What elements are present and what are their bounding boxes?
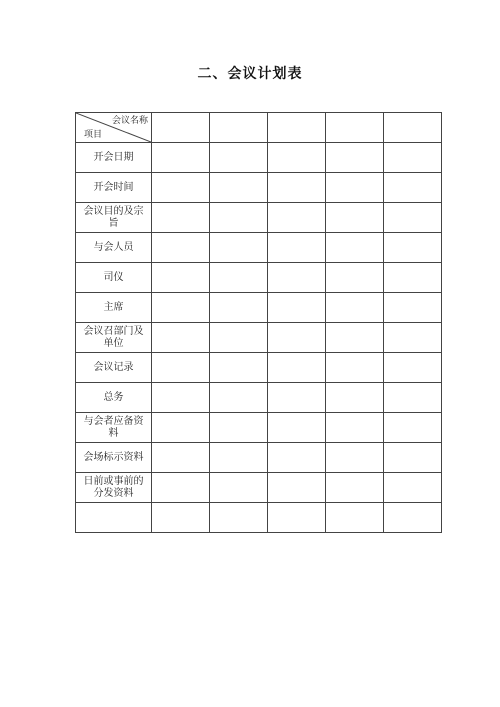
table-header-row	[76, 113, 442, 143]
row-label: 日前或事前的分发资料	[76, 473, 152, 503]
table-cell	[384, 233, 442, 263]
table-cell	[326, 323, 384, 353]
table-row	[76, 233, 442, 263]
table-cell	[384, 173, 442, 203]
meeting-name-cell-1	[152, 113, 210, 143]
table-cell	[384, 353, 442, 383]
table-cell	[384, 323, 442, 353]
table-cell	[152, 353, 210, 383]
table-cell	[210, 503, 268, 533]
row-label: 司仪	[76, 263, 152, 293]
table-cell	[326, 353, 384, 383]
table-cell	[326, 413, 384, 443]
table-cell	[152, 413, 210, 443]
table-cell	[152, 173, 210, 203]
table-cell	[210, 443, 268, 473]
table-cell	[268, 233, 326, 263]
table-cell	[210, 293, 268, 323]
table-cell	[210, 413, 268, 443]
table-cell	[326, 173, 384, 203]
table-cell	[384, 413, 442, 443]
table-cell	[268, 203, 326, 233]
table-cell	[152, 323, 210, 353]
table-cell	[210, 203, 268, 233]
table-body	[76, 113, 442, 533]
table-cell	[326, 143, 384, 173]
table-cell	[210, 143, 268, 173]
table-cell	[384, 383, 442, 413]
table-row	[76, 203, 442, 233]
table-cell	[268, 473, 326, 503]
table-row	[76, 143, 442, 173]
table-cell	[152, 443, 210, 473]
row-label: 会议召部门及单位	[76, 323, 152, 353]
table-cell	[384, 473, 442, 503]
table-cell	[152, 503, 210, 533]
table-cell	[268, 293, 326, 323]
table-cell	[152, 293, 210, 323]
table-cell	[326, 443, 384, 473]
table-row	[76, 173, 442, 203]
table-cell	[152, 473, 210, 503]
diagonal-header-cell	[76, 113, 152, 143]
row-label: 会议记录	[76, 353, 152, 383]
meeting-name-cell-5	[384, 113, 442, 143]
header-meeting-name-label: 会议名称	[111, 116, 148, 126]
table-cell	[210, 323, 268, 353]
meeting-name-cell-4	[326, 113, 384, 143]
table-cell	[268, 143, 326, 173]
table-cell	[152, 383, 210, 413]
table-cell	[210, 353, 268, 383]
table-row	[76, 473, 442, 503]
table-cell	[384, 503, 442, 533]
table-cell	[326, 203, 384, 233]
table-cell	[152, 143, 210, 173]
meeting-name-cell-2	[210, 113, 268, 143]
table-row	[76, 263, 442, 293]
table-cell	[268, 173, 326, 203]
row-label: 与会人员	[76, 233, 152, 263]
meeting-plan-table	[75, 112, 442, 533]
table-cell	[326, 233, 384, 263]
table-row	[76, 503, 442, 533]
table-cell	[268, 383, 326, 413]
table-cell	[210, 263, 268, 293]
row-label	[76, 503, 152, 533]
table-cell	[210, 173, 268, 203]
table-cell	[210, 233, 268, 263]
table-cell	[326, 503, 384, 533]
row-label: 开会日期	[76, 143, 152, 173]
page-title: 二、会议计划表	[197, 66, 303, 82]
row-label: 会议目的及宗旨	[76, 203, 152, 233]
table-cell	[326, 383, 384, 413]
table-cell	[384, 143, 442, 173]
table-cell	[384, 293, 442, 323]
table-cell	[268, 443, 326, 473]
table-row	[76, 293, 442, 323]
header-item-label: 项目	[84, 130, 103, 140]
table-row	[76, 443, 442, 473]
table-row	[76, 413, 442, 443]
table-row	[76, 353, 442, 383]
table-row	[76, 383, 442, 413]
row-label: 总务	[76, 383, 152, 413]
table-cell	[152, 203, 210, 233]
table-cell	[384, 263, 442, 293]
table-cell	[268, 503, 326, 533]
row-label: 开会时间	[76, 173, 152, 203]
table-cell	[326, 293, 384, 323]
table-cell	[210, 473, 268, 503]
row-label: 主席	[76, 293, 152, 323]
table-cell	[268, 413, 326, 443]
row-label: 会场标示资料	[76, 443, 152, 473]
table-cell	[210, 383, 268, 413]
meeting-name-cell-3	[268, 113, 326, 143]
table-cell	[152, 233, 210, 263]
table-cell	[268, 263, 326, 293]
table-cell	[326, 263, 384, 293]
table-cell	[268, 323, 326, 353]
table-cell	[326, 473, 384, 503]
row-label: 与会者应备资料	[76, 413, 152, 443]
table-cell	[152, 263, 210, 293]
table-row	[76, 323, 442, 353]
table-cell	[384, 203, 442, 233]
table-cell	[268, 353, 326, 383]
table-cell	[384, 443, 442, 473]
